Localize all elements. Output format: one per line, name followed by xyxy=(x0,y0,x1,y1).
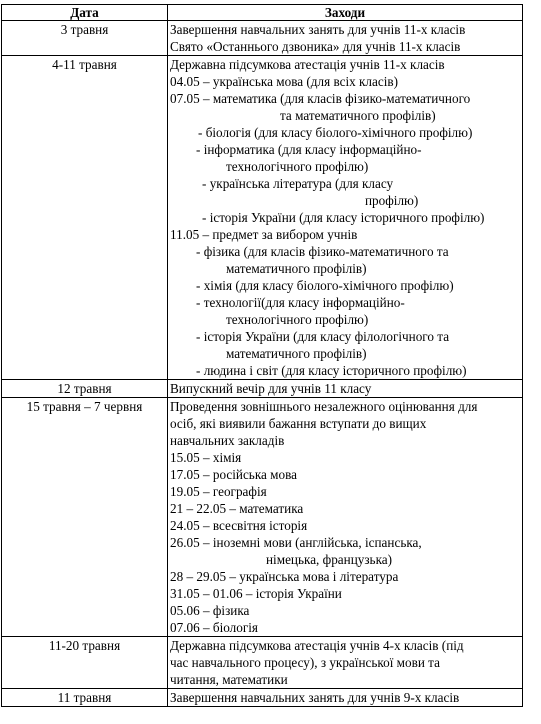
event-line: Державна підсумкова атестація учнів 11-х класів xyxy=(170,57,445,72)
event-line: осіб, які виявили бажання вступати до вищих xyxy=(170,416,427,431)
row-events xyxy=(168,56,523,380)
event-line: - історія України (для класу історичного профілю) xyxy=(202,210,485,225)
event-line: профілю) xyxy=(365,193,419,208)
event-line: - інформатика (для класу інформаційно- xyxy=(196,142,422,157)
event-line: 28 – 29.05 – українська мова і література xyxy=(170,569,399,584)
event-line: та математичного профілів) xyxy=(280,108,436,123)
event-line: математичного профілів) xyxy=(226,261,367,276)
event-line: 31.05 – 01.06 – історія України xyxy=(170,586,342,601)
event-line: - фізика (для класів фізико-математичного та xyxy=(196,244,449,259)
event-line: 26.05 – іноземні мови (англійська, іспанська, xyxy=(170,535,422,550)
event-line: 17.05 – російська мова xyxy=(170,467,298,482)
row-events xyxy=(168,380,523,398)
event-line: 07.06 – біологія xyxy=(170,620,258,635)
row-events xyxy=(168,398,523,637)
event-line: 21 – 22.05 – математика xyxy=(170,501,304,516)
schedule-table xyxy=(1,4,523,707)
row-events xyxy=(168,637,523,689)
event-line: 07.05 – математика (для класів фізико-математичного xyxy=(170,91,471,106)
row-date: 4-11 травня xyxy=(2,56,168,380)
event-line: Проведення зовнішнього незалежного оцінювання для xyxy=(170,399,478,414)
header-date: Дата xyxy=(2,5,168,21)
row-date: 15 травня – 7 червня xyxy=(2,398,168,637)
event-line: читання, математики xyxy=(170,672,288,687)
row-date: 11-20 травня xyxy=(2,637,168,689)
event-line: - історія України (для класу філологічного та xyxy=(196,329,450,344)
table-row xyxy=(2,637,523,689)
row-date: 12 травня xyxy=(2,380,168,398)
table-row xyxy=(2,21,523,56)
row-events xyxy=(168,21,523,56)
row-date: 11 травня xyxy=(2,689,168,707)
event-line: - людина і світ (для класу історичного профілю) xyxy=(196,363,467,378)
event-line: Державна підсумкова атестація учнів 4-х класів (під xyxy=(170,638,464,653)
event-line: технологічного профілю) xyxy=(226,312,369,327)
event-line: Завершення навчальних занять для учнів 11-х класів xyxy=(170,22,466,37)
table-row xyxy=(2,380,523,398)
event-line: технологічного профілю) xyxy=(226,159,369,174)
table-row xyxy=(2,398,523,637)
event-line: німецька, французька) xyxy=(266,552,393,567)
header-events: Заходи xyxy=(168,5,523,21)
event-line: - технології(для класу інформаційно- xyxy=(196,295,405,310)
event-line: - українська література (для класу xyxy=(202,176,394,191)
table-row xyxy=(2,689,523,707)
row-events xyxy=(168,689,523,707)
event-line: Свято «Останнього дзвоника» для учнів 11-х класів xyxy=(170,39,461,54)
event-line: 05.06 – фізика xyxy=(170,603,250,618)
event-line: 04.05 – українська мова (для всіх класів) xyxy=(170,74,398,89)
event-line: - хімія (для класу біолого-хімічного профілю) xyxy=(196,278,454,293)
event-line: Завершення навчальних занять для учнів 9-х класів xyxy=(170,690,460,705)
table-row xyxy=(2,56,523,380)
event-line: 24.05 – всесвітня історія xyxy=(170,518,308,533)
header-row xyxy=(2,5,523,21)
row-date: 3 травня xyxy=(2,21,168,56)
event-line: 11.05 – предмет за вибором учнів xyxy=(170,227,358,242)
event-line: - біологія (для класу біолого-хімічного профілю) xyxy=(198,125,473,140)
event-line: 19.05 – географія xyxy=(170,484,267,499)
event-line: Випускний вечір для учнів 11 класу xyxy=(170,381,372,396)
event-line: час навчального процесу), з української мови та xyxy=(170,655,440,670)
event-line: навчальних закладів xyxy=(170,433,285,448)
event-line: 15.05 – хімія xyxy=(170,450,242,465)
event-line: математичного профілів) xyxy=(226,346,367,361)
